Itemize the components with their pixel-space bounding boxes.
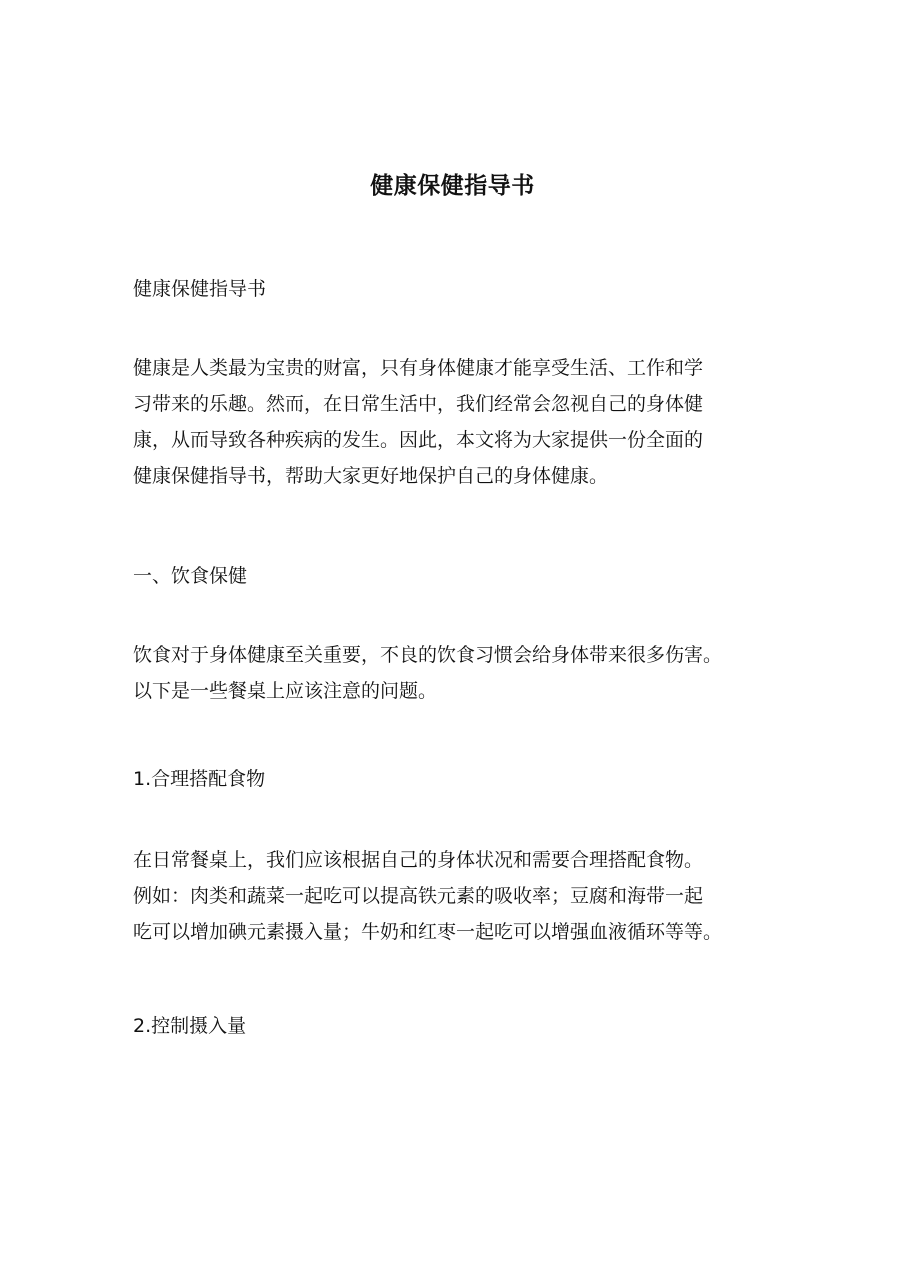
section-heading-text: 一、饮食保健 (133, 565, 248, 587)
document-subtitle (133, 271, 266, 307)
document-title: 健康保健指导书 (370, 173, 535, 199)
subtitle-text: 健康保健指导书 (133, 278, 267, 300)
intro-line: 健康保健指导书，帮助大家更好地保护自己的身体健康。 (133, 465, 609, 487)
item-heading-text: 1.合理搭配食物 (133, 768, 266, 790)
item-heading-food-combination (133, 761, 265, 797)
intro-line: 康，从而导致各种疾病的发生。因此，本文将为大家提供一份全面的 (133, 429, 704, 451)
diet-line: 饮食对于身体健康至关重要，不良的饮食习惯会给身体带来很多伤害。 (133, 644, 723, 666)
intro-line: 习带来的乐趣。然而，在日常生活中，我们经常会忽视自己的身体健 (133, 393, 704, 415)
item-heading-text: 2.控制摄入量 (133, 1015, 247, 1037)
intro-line: 健康是人类最为宝贵的财富，只有身体健康才能享受生活、工作和学 (133, 357, 704, 379)
intro-paragraph (133, 350, 703, 494)
food-combination-line: 吃可以增加碘元素摄入量；牛奶和红枣一起吃可以增强血液循环等等。 (133, 921, 723, 943)
item-heading-intake-control (133, 1008, 246, 1044)
diet-line: 以下是一些餐桌上应该注意的问题。 (133, 680, 438, 702)
food-combination-line: 例如：肉类和蔬菜一起吃可以提高铁元素的吸收率；豆腐和海带一起 (133, 885, 704, 907)
diet-paragraph (133, 637, 722, 709)
food-combination-paragraph (133, 842, 722, 950)
food-combination-line: 在日常餐桌上，我们应该根据自己的身体状况和需要合理搭配食物。 (133, 849, 704, 871)
section-heading-diet (133, 558, 247, 594)
